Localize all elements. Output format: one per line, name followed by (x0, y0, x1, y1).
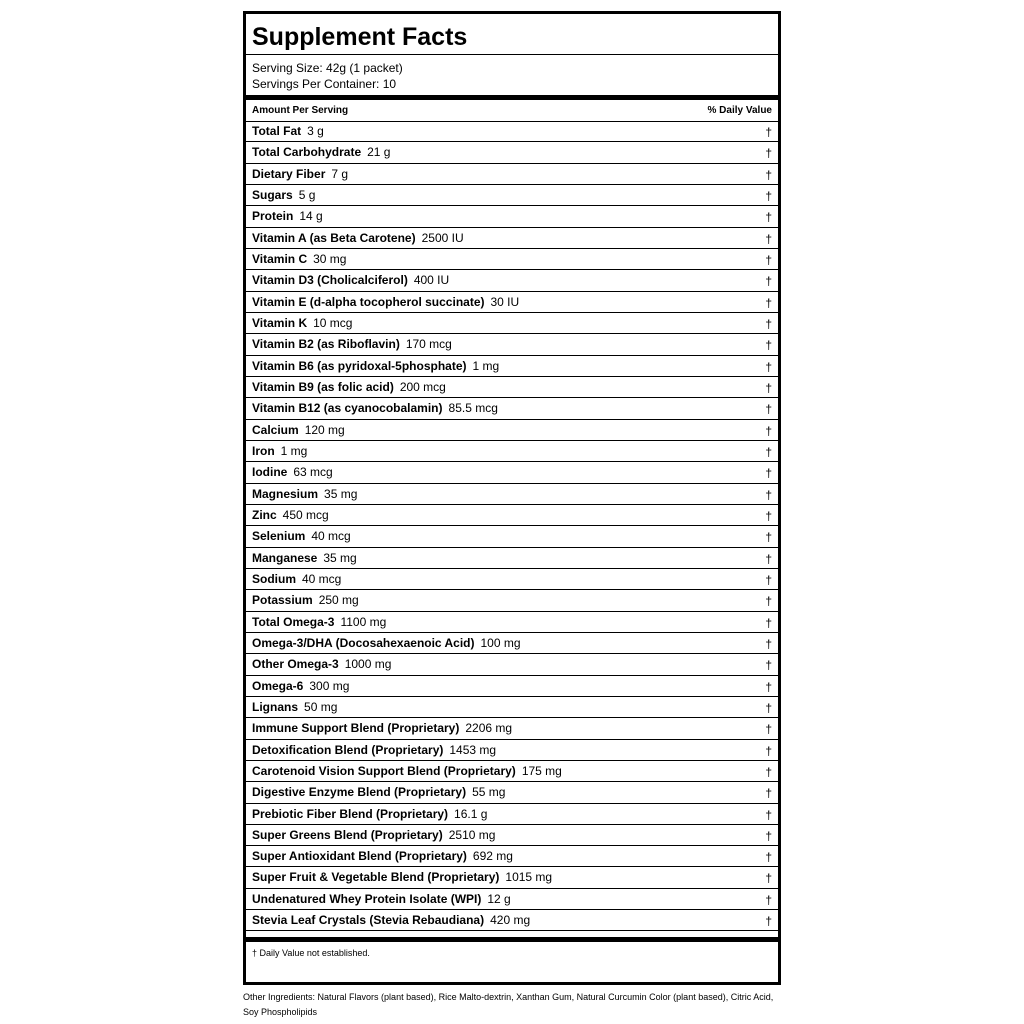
nutrient-amount: 2510 mg (448, 827, 496, 842)
nutrient-text (252, 807, 487, 821)
nutrient-row (246, 292, 778, 313)
nutrient-text (252, 380, 446, 394)
nutrient-row (246, 420, 778, 441)
nutrient-daily-value: † (765, 658, 772, 673)
nutrient-row (246, 633, 778, 654)
nutrient-text (252, 188, 315, 202)
nutrient-amount: 10 mcg (313, 315, 353, 330)
nutrient-daily-value: † (765, 850, 772, 865)
nutrient-amount: 35 mg (323, 550, 357, 565)
nutrient-name: Iron (252, 443, 275, 458)
nutrient-daily-value: † (765, 210, 772, 225)
nutrient-text (252, 316, 352, 330)
nutrient-name: Total Carbohydrate (252, 145, 362, 160)
nutrient-row (246, 548, 778, 569)
nutrient-text (252, 870, 552, 884)
supplement-facts-panel (243, 11, 781, 985)
nutrient-name: Immune Support Blend (Proprietary) (252, 721, 460, 736)
nutrient-text (252, 551, 357, 565)
nutrient-name: Total Omega-3 (252, 614, 335, 629)
nutrient-row (246, 121, 778, 142)
nutrient-row (246, 462, 778, 483)
nutrient-daily-value: † (765, 508, 772, 523)
nutrient-amount: 420 mg (490, 913, 531, 928)
nutrient-text (252, 700, 337, 714)
nutrient-name: Potassium (252, 593, 313, 608)
nutrient-name: Omega-6 (252, 678, 304, 693)
nutrient-name: Vitamin B6 (as pyridoxal-5phosphate) (252, 358, 467, 373)
panel-title: Supplement Facts (252, 23, 468, 51)
nutrient-daily-value: † (765, 423, 772, 438)
nutrient-name: Iodine (252, 465, 288, 480)
nutrient-amount: 7 g (331, 166, 349, 181)
nutrient-row (246, 164, 778, 185)
nutrient-name: Vitamin C (252, 251, 308, 266)
nutrient-name: Vitamin E (d-alpha tocopherol succinate) (252, 294, 485, 309)
nutrient-daily-value: † (765, 231, 772, 246)
nutrient-daily-value: † (765, 359, 772, 374)
nutrient-text (252, 124, 324, 138)
nutrient-name: Selenium (252, 529, 306, 544)
nutrient-daily-value: † (765, 295, 772, 310)
nutrient-row (246, 377, 778, 398)
nutrient-row (246, 654, 778, 675)
nutrient-row (246, 676, 778, 697)
nutrient-amount: 30 mg (313, 251, 347, 266)
nutrient-text (252, 465, 333, 479)
nutrient-text (252, 487, 357, 501)
nutrient-row (246, 185, 778, 206)
nutrient-amount: 55 mg (472, 785, 506, 800)
nutrient-amount: 692 mg (472, 849, 513, 864)
nutrient-row (246, 804, 778, 825)
nutrient-daily-value: † (765, 764, 772, 779)
nutrient-daily-value: † (765, 316, 772, 331)
nutrient-text (252, 657, 391, 671)
nutrient-daily-value: † (765, 828, 772, 843)
nutrient-text (252, 231, 464, 245)
nutrient-row (246, 228, 778, 249)
nutrient-row (246, 867, 778, 888)
nutrient-amount: 3 g (307, 124, 324, 138)
nutrient-row (246, 334, 778, 355)
nutrient-row (246, 398, 778, 419)
nutrient-name: Super Antioxidant Blend (Proprietary) (252, 849, 467, 864)
nutrient-name: Sugars (252, 187, 293, 202)
amount-header-row (246, 100, 778, 122)
daily-value-footnote: † Daily Value not established. (252, 948, 370, 958)
nutrient-text (252, 743, 496, 757)
nutrient-name: Sodium (252, 571, 296, 586)
nutrient-amount: 1100 mg (340, 614, 387, 629)
serving-size: Serving Size: 42g (1 packet) (252, 61, 403, 75)
nutrient-text (252, 295, 519, 309)
nutrient-amount: 16.1 g (454, 806, 488, 821)
nutrient-text (252, 508, 329, 522)
nutrient-amount: 175 mg (521, 763, 562, 778)
nutrient-daily-value: † (765, 700, 772, 715)
nutrient-amount: 100 mg (480, 635, 521, 650)
nutrient-amount: 85.5 mcg (448, 401, 498, 416)
nutrient-text (252, 209, 323, 223)
nutrient-amount: 40 mcg (302, 571, 342, 586)
nutrient-amount: 14 g (299, 209, 323, 224)
nutrient-name: Other Omega-3 (252, 657, 339, 672)
nutrient-amount: 40 mcg (311, 529, 351, 544)
nutrient-daily-value: † (765, 402, 772, 417)
thick-divider-bottom (246, 937, 778, 942)
nutrient-text (252, 444, 307, 458)
nutrient-daily-value: † (765, 380, 772, 395)
nutrient-row (246, 484, 778, 505)
nutrient-daily-value: † (765, 892, 772, 907)
nutrient-amount: 35 mg (324, 486, 358, 501)
nutrient-name: Vitamin A (as Beta Carotene) (252, 230, 416, 245)
nutrient-name: Vitamin B12 (as cyanocobalamin) (252, 401, 443, 416)
nutrient-amount: 450 mcg (282, 507, 329, 522)
nutrient-text (252, 913, 530, 927)
nutrient-amount: 30 IU (490, 294, 520, 309)
nutrient-daily-value: † (765, 551, 772, 566)
nutrient-amount: 200 mcg (399, 379, 446, 394)
nutrient-daily-value: † (765, 188, 772, 203)
nutrient-row (246, 505, 778, 526)
other-ingredients: Other Ingredients: Natural Flavors (plant based), Rice Malto-dextrin, Xanthan Gum, Natural Curcumin Color (plant based), Citric Acid, Soy Phospholipids (243, 992, 774, 1017)
nutrient-daily-value: † (765, 807, 772, 822)
nutrient-name: Digestive Enzyme Blend (Proprietary) (252, 785, 467, 800)
nutrient-amount: 1 mg (280, 443, 308, 458)
nutrient-name: Total Fat (252, 124, 302, 138)
nutrient-name: Vitamin D3 (Cholicalciferol) (252, 273, 408, 288)
nutrient-text (252, 721, 512, 735)
nutrient-name: Detoxification Blend (Proprietary) (252, 742, 444, 757)
nutrient-row (246, 846, 778, 867)
nutrient-name: Dietary Fiber (252, 166, 326, 181)
nutrient-text (252, 167, 348, 181)
servings-per-container: Servings Per Container: 10 (252, 77, 397, 91)
nutrient-row (246, 697, 778, 718)
nutrient-name: Carotenoid Vision Support Blend (Proprietary) (252, 763, 516, 778)
nutrient-name: Vitamin B2 (as Riboflavin) (252, 337, 400, 352)
nutrient-daily-value: † (765, 786, 772, 801)
nutrient-text (252, 529, 351, 543)
nutrient-text (252, 252, 346, 266)
nutrient-row (246, 718, 778, 739)
nutrient-amount: 400 IU (413, 273, 450, 288)
nutrient-text (252, 636, 521, 650)
nutrient-row (246, 612, 778, 633)
nutrient-text (252, 359, 499, 373)
nutrient-amount: 12 g (487, 891, 511, 906)
nutrient-daily-value: † (765, 274, 772, 289)
nutrient-daily-value: † (765, 722, 772, 737)
nutrient-text (252, 679, 349, 693)
nutrient-amount: 300 mg (309, 678, 350, 693)
nutrient-daily-value: † (765, 125, 772, 139)
nutrient-daily-value: † (765, 444, 772, 459)
nutrient-daily-value: † (765, 338, 772, 353)
nutrient-row (246, 206, 778, 227)
nutrient-row (246, 590, 778, 611)
nutrient-daily-value: † (765, 167, 772, 182)
nutrient-name: Undenatured Whey Protein Isolate (WPI) (252, 891, 482, 906)
nutrient-amount: 5 g (298, 187, 316, 202)
nutrient-amount: 1015 mg (505, 870, 553, 885)
nutrient-row (246, 526, 778, 547)
nutrient-text (252, 337, 452, 351)
nutrient-daily-value: † (765, 146, 772, 161)
nutrient-daily-value: † (765, 615, 772, 630)
nutrient-name: Vitamin B9 (as folic acid) (252, 379, 394, 394)
nutrient-text (252, 593, 359, 607)
nutrient-row (246, 889, 778, 910)
nutrient-name: Magnesium (252, 486, 319, 501)
nutrient-name: Super Greens Blend (Proprietary) (252, 827, 443, 842)
nutrient-daily-value: † (765, 530, 772, 545)
nutrient-amount: 1000 mg (344, 657, 392, 672)
nutrient-row (246, 740, 778, 761)
nutrient-amount: 2500 IU (421, 230, 464, 245)
nutrient-daily-value: † (765, 572, 772, 587)
nutrient-amount: 1 mg (472, 358, 500, 373)
nutrient-daily-value: † (765, 466, 772, 481)
nutrient-daily-value: † (765, 914, 772, 929)
nutrient-text (252, 785, 505, 799)
nutrient-amount: 250 mg (318, 593, 359, 608)
nutrient-name: Vitamin K (252, 315, 308, 330)
nutrient-daily-value: † (765, 679, 772, 694)
title-divider (246, 54, 778, 55)
nutrient-daily-value: † (765, 487, 772, 502)
serving-info (252, 60, 403, 92)
nutrient-name: Prebiotic Fiber Blend (Proprietary) (252, 806, 449, 821)
nutrient-row (246, 313, 778, 334)
nutrient-row (246, 782, 778, 803)
nutrient-text (252, 572, 341, 586)
nutrient-name: Lignans (252, 699, 299, 714)
nutrient-row (246, 761, 778, 782)
nutrient-amount: 50 mg (304, 699, 338, 714)
nutrient-name: Zinc (252, 507, 277, 522)
nutrient-text (252, 615, 386, 629)
nutrient-name: Stevia Leaf Crystals (Stevia Rebaudiana) (252, 913, 485, 928)
nutrient-text (252, 423, 345, 437)
nutrient-text (252, 892, 511, 906)
nutrient-text (252, 145, 390, 159)
nutrient-row (246, 825, 778, 846)
nutrient-text (252, 849, 513, 863)
nutrient-row (246, 142, 778, 163)
nutrient-name: Manganese (252, 550, 318, 565)
nutrient-amount: 1453 mg (449, 742, 497, 757)
nutrient-text (252, 273, 449, 287)
nutrient-amount: 63 mcg (293, 465, 333, 480)
nutrient-row (246, 441, 778, 462)
nutrient-name: Protein (252, 209, 294, 224)
nutrient-daily-value: † (765, 743, 772, 758)
amount-per-serving-label: Amount Per Serving (252, 105, 349, 116)
nutrient-daily-value: † (765, 594, 772, 609)
nutrient-list (246, 121, 778, 931)
nutrient-amount: 120 mg (304, 422, 345, 437)
nutrient-row (246, 569, 778, 590)
nutrient-text (252, 764, 562, 778)
nutrient-daily-value: † (765, 252, 772, 267)
nutrient-row (246, 356, 778, 377)
nutrient-text (252, 828, 495, 842)
daily-value-label: % Daily Value (707, 105, 772, 116)
nutrient-name: Super Fruit & Vegetable Blend (Proprietary) (252, 870, 500, 885)
nutrient-name: Omega-3/DHA (Docosahexaenoic Acid) (252, 635, 475, 650)
nutrient-amount: 170 mcg (405, 337, 452, 352)
nutrient-daily-value: † (765, 636, 772, 651)
nutrient-amount: 2206 mg (465, 721, 513, 736)
nutrient-daily-value: † (765, 871, 772, 886)
nutrient-amount: 21 g (367, 145, 391, 160)
nutrient-row (246, 249, 778, 270)
nutrient-row (246, 270, 778, 291)
nutrient-name: Calcium (252, 422, 299, 437)
nutrient-text (252, 401, 498, 415)
nutrient-row (246, 910, 778, 931)
